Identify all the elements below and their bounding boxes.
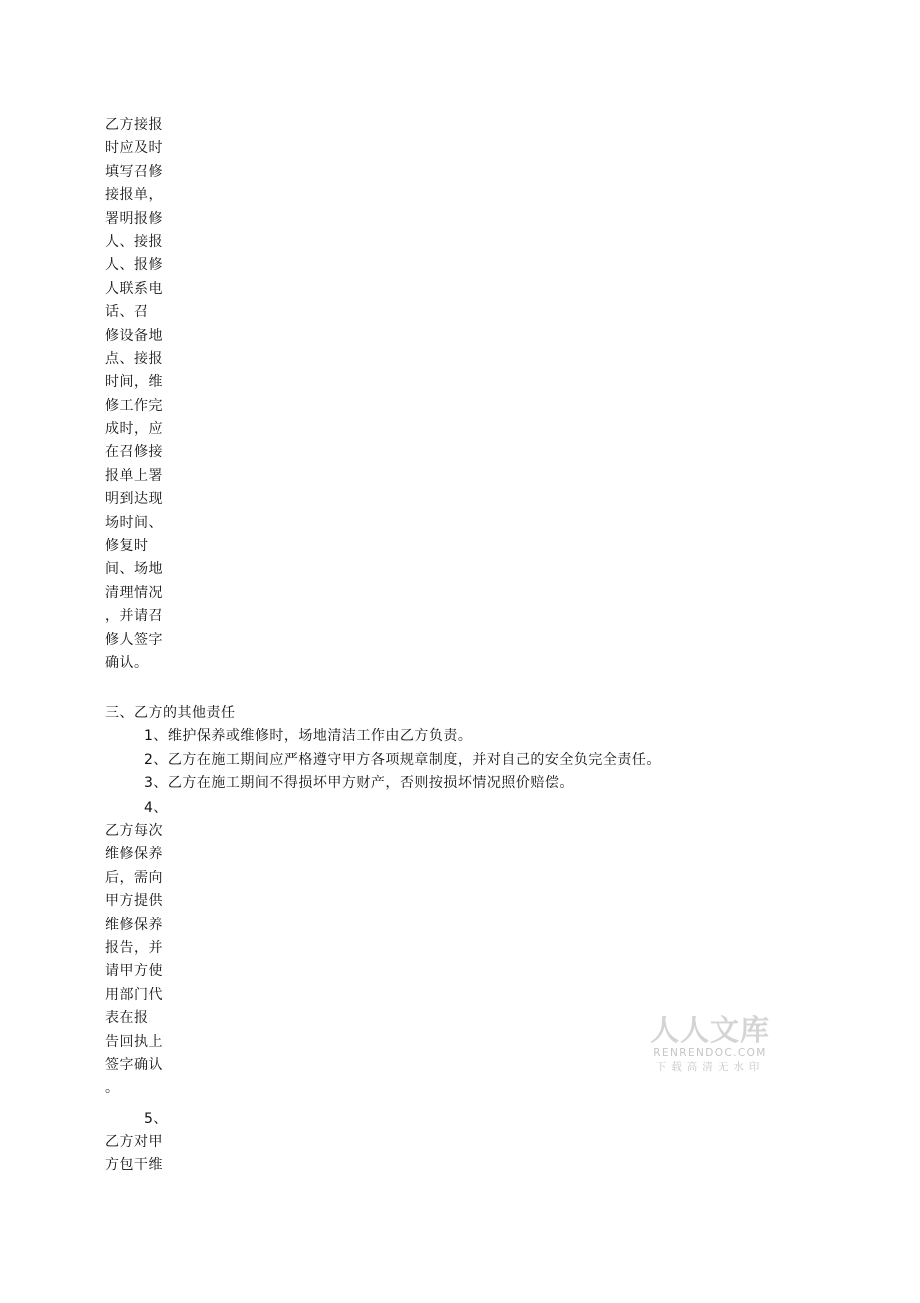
- text-line: 人、报修: [105, 257, 163, 274]
- text-line: 乙方对甲: [105, 1134, 163, 1150]
- text-line: ，并请召: [105, 608, 163, 625]
- text-line: 署明报修: [105, 210, 163, 227]
- item-4-number: 4、: [144, 800, 168, 816]
- text-line: 方包干维: [105, 1157, 163, 1174]
- section-heading: 三、乙方的其他责任: [105, 705, 236, 721]
- text-line: 成时，应: [105, 421, 163, 438]
- text-line: 甲方提供: [105, 893, 163, 910]
- text-line: 人、接报: [105, 233, 163, 250]
- text-line: 告回执上: [105, 1033, 163, 1050]
- text-line: 用部门代: [105, 986, 163, 1003]
- text-line: 维修保养: [105, 916, 163, 933]
- text-line: 报告，并: [105, 939, 163, 956]
- narrow-text-block-1: [105, 114, 175, 675]
- text-line: 人联系电: [105, 280, 163, 297]
- section-three: [105, 702, 661, 796]
- text-line: 报单上署: [105, 467, 163, 484]
- section-item-2: 2、乙方在施工期间应严格遵守甲方各项规章制度，并对自己的安全负完全责任。: [144, 751, 661, 768]
- text-line: 修人签字: [105, 631, 163, 648]
- text-line: 明到达现: [105, 491, 163, 508]
- text-line: 维修保养: [105, 846, 163, 863]
- text-line: 清理情况: [105, 584, 163, 601]
- item-5-number: 5、: [144, 1111, 168, 1127]
- text-line: 话、召: [105, 304, 149, 321]
- text-line: 时间，维: [105, 374, 163, 391]
- text-line: 修复时: [105, 538, 149, 555]
- text-line: 间、场地: [105, 561, 163, 578]
- watermark-subtitle: 下载高清无水印: [655, 1061, 765, 1073]
- watermark-title: 人人文库: [649, 1013, 770, 1047]
- section-item-3: 3、乙方在施工期间不得损坏甲方财产，否则按损坏情况照价赔偿。: [144, 775, 574, 792]
- text-line: 接报单，: [105, 187, 163, 204]
- watermark-domain: RENRENDOC.COM: [653, 1047, 767, 1059]
- text-line: 签字确认: [105, 1056, 163, 1073]
- text-line: 场时间、: [105, 514, 163, 531]
- text-line: 修工作完: [105, 397, 163, 414]
- text-line: 。: [105, 1080, 120, 1097]
- text-line: 确认。: [105, 654, 149, 671]
- text-line: 表在报: [105, 1010, 149, 1027]
- text-line: 修设备地: [105, 327, 163, 344]
- text-line: 时应及时: [105, 140, 163, 157]
- item-4-text-block: [105, 820, 175, 1101]
- text-line: 乙方接报: [105, 117, 163, 133]
- text-line: 在召修接: [105, 444, 163, 461]
- text-line: 请甲方使: [105, 963, 163, 980]
- text-line: 点、接报: [105, 350, 163, 367]
- text-line: 填写召修: [105, 163, 163, 180]
- item-5-text-block: [105, 1131, 175, 1178]
- text-line: 乙方每次: [105, 823, 163, 839]
- text-line: 后，需向: [105, 869, 163, 886]
- watermark-logo: [645, 1014, 775, 1074]
- section-item-1: 1、维护保养或维修时，场地清洁工作由乙方负责。: [144, 728, 473, 745]
